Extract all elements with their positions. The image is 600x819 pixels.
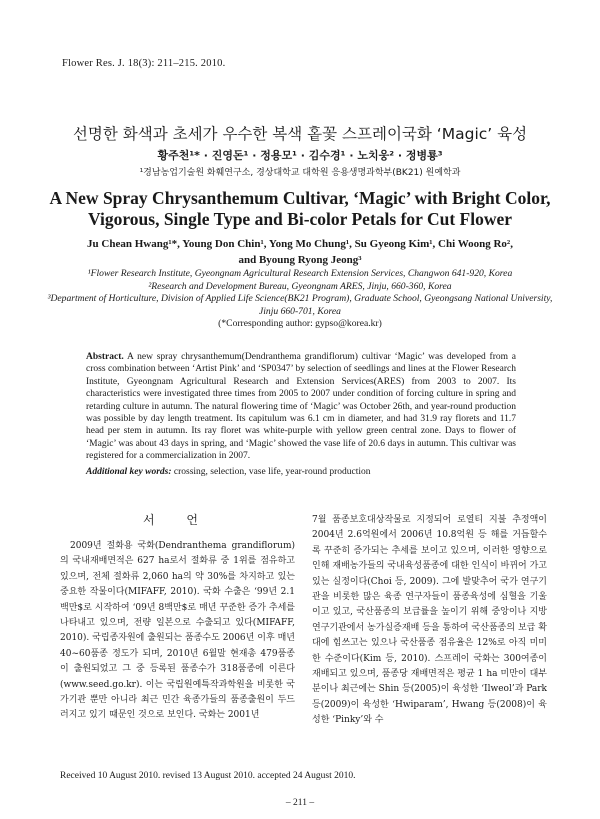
english-authors-line2: and Byoung Ryong Jeong³ xyxy=(238,254,362,266)
affiliation-1: ¹Flower Research Institute, Gyeongnam Agricultural Research Extension Services, Changwon 641-920, Korea xyxy=(87,268,513,279)
abstract-text: A new spray chrysanthemum(Dendranthema grandiflorum) cultivar ‘Magic’ was developed from a cross combination between ‘Artist Pink’ and ‘SP0347’ by selection of seedlings and lines at the Flower Research Institute, Gyeongnam Agricultural Research and Extension Services(ARES) from 2003 to 2007. Its characteristics were investigated three times from 2005 to 2007 under condition of forcing culture in spring and retarding culture in autumn. The natural flowering time of ‘Magic’ was October 26th, and year-round production was possible by day length treatment. Its capitulum was 6.1 cm in diameter, and had 31.9 ray florets and 11.7 head per stem in autumn. Its ray floret was white-purple with yellow green central zone. Days to flower of ‘Magic’ was about 43 days in spring, and ‘Magic’ showed the vase life of 20.6 days in autumn. This cultivar was registered for a commercialization in 2007. xyxy=(86,352,516,462)
keywords-text: crossing, selection, vase life, year-round production xyxy=(173,467,371,477)
body-column-left xyxy=(60,510,295,724)
page-number: – 211 – xyxy=(285,798,315,808)
received-dates: Received 10 August 2010. revised 13 August 2010. accepted 24 August 2010. xyxy=(60,771,356,781)
body-column-right xyxy=(312,513,547,729)
corresponding-author: (*Corresponding author: gypso@korea.kr) xyxy=(218,318,382,330)
english-affiliations xyxy=(40,268,560,331)
abstract xyxy=(86,351,516,463)
affiliation-2: ²Research and Development Bureau, Gyeongnam ARES, Jinju, 660-360, Korea xyxy=(148,280,452,292)
body-paragraph-left: 2009년 절화용 국화(Dendranthema grandiflorum)의 국내재배면적은 627 ha로서 절화류 중 1위를 점유하고 있으며, 전체 절화류 2,060 ha의 약 30%를 차지하고 있는 중요한 작물이다(MIFAFF, 2010). 국화 수출은 ‘99년 2.1백만$로 시작하여 ‘09년 8백만$로 매년 꾸준한 증가 추세를 나타내고 있으며, 전량 일본으로 수출되고 있다(MIFAFF, 2010). 국립종자원에 출원되는 품종수도 2006년 이후 매년 40~60품종 정도가 되며, 2010년 6월말 현재총 479품종이 출원되었고 그 중 등록된 품종수가 318품종에 이른다(www.seed.go.kr). 이는 국립원예특작과학원을 비롯한 국가기관 뿐만 아니라 최근 민간 육종가들의 품종출원이 두드러지고 있기 때문인 것으로 보인다. 국화는 2001년 xyxy=(60,541,295,721)
keywords-label: Additional key words: xyxy=(86,467,172,477)
english-title-line1: A New Spray Chrysanthemum Cultivar, ‘Magic’ with Bright Color, xyxy=(49,188,551,208)
english-authors-line1: Ju Chean Hwang¹*, Young Don Chin¹, Yong Mo Chung¹, Su Gyeong Kim¹, Chi Woong Ro², xyxy=(87,238,513,250)
abstract-label: Abstract. xyxy=(86,352,124,362)
korean-title: 선명한 화색과 초세가 우수한 복색 홑꽃 스프레이국화 ‘Magic’ 육성 xyxy=(72,125,528,143)
journal-citation: Flower Res. J. 18(3): 211–215. 2010. xyxy=(62,58,226,69)
korean-affiliation: ¹경남농업기술원 화훼연구소, 경상대학교 대학원 응용생명과학부(BK21) 원예학과 xyxy=(139,168,461,178)
keywords xyxy=(86,467,516,477)
body-paragraph-right: 7월 품종보호대상작물로 지정되어 로열티 지불 추정액이 2004년 2.6억원에서 2006년 10.8억원 등 해를 거듭할수록 꾸준히 증가되는 추세를 보이고 있으며, 이러한 영향으로 인해 재배농가들의 국내육성품종에 대한 인식이 바뀌어 가고 있는 실정이다(Choi 등, 2009). 그에 발맞추어 국가 연구기관을 비롯한 많은 육종 연구자들이 품종육성에 심혈을 기울이고 있고, 국산품종의 보급률을 높이기 위해 중앙이나 지방 연구기관에서 농가실증재배 등을 통하여 국산품종의 보급 확대에 힘쓰고는 있으나 국산품종 점유율은 12%로 아직 미미한 수준이다(Kim 등, 2010). 스프레이 국화는 300여종이 재배되고 있으며, 품종당 재배면적은 평균 1 ha 미만이 대부분이나 최근에는 Shin 등(2005)이 육성한 ‘Ilweol’과 Park 등(2009)이 육성한 ‘Hwiparam’, Hwang 등(2008)이 육성한 ‘Pinky’와 수 xyxy=(312,515,548,726)
english-title xyxy=(30,188,570,230)
section-heading: 서 언 xyxy=(143,513,212,527)
affiliation-3: ³Department of Horticulture, Division of Applied Life Science(BK21 Program), Graduate School, Gyeongsang National University, Jinju 660-701, Korea xyxy=(47,293,553,317)
english-title-line2: Vigorous, Single Type and Bi-color Petals for Cut Flower xyxy=(87,209,513,229)
korean-authors: 황주천¹* · 진영돈¹ · 정용모¹ · 김수경¹ · 노치웅² · 정병룡³ xyxy=(157,149,443,162)
english-authors xyxy=(40,236,560,268)
